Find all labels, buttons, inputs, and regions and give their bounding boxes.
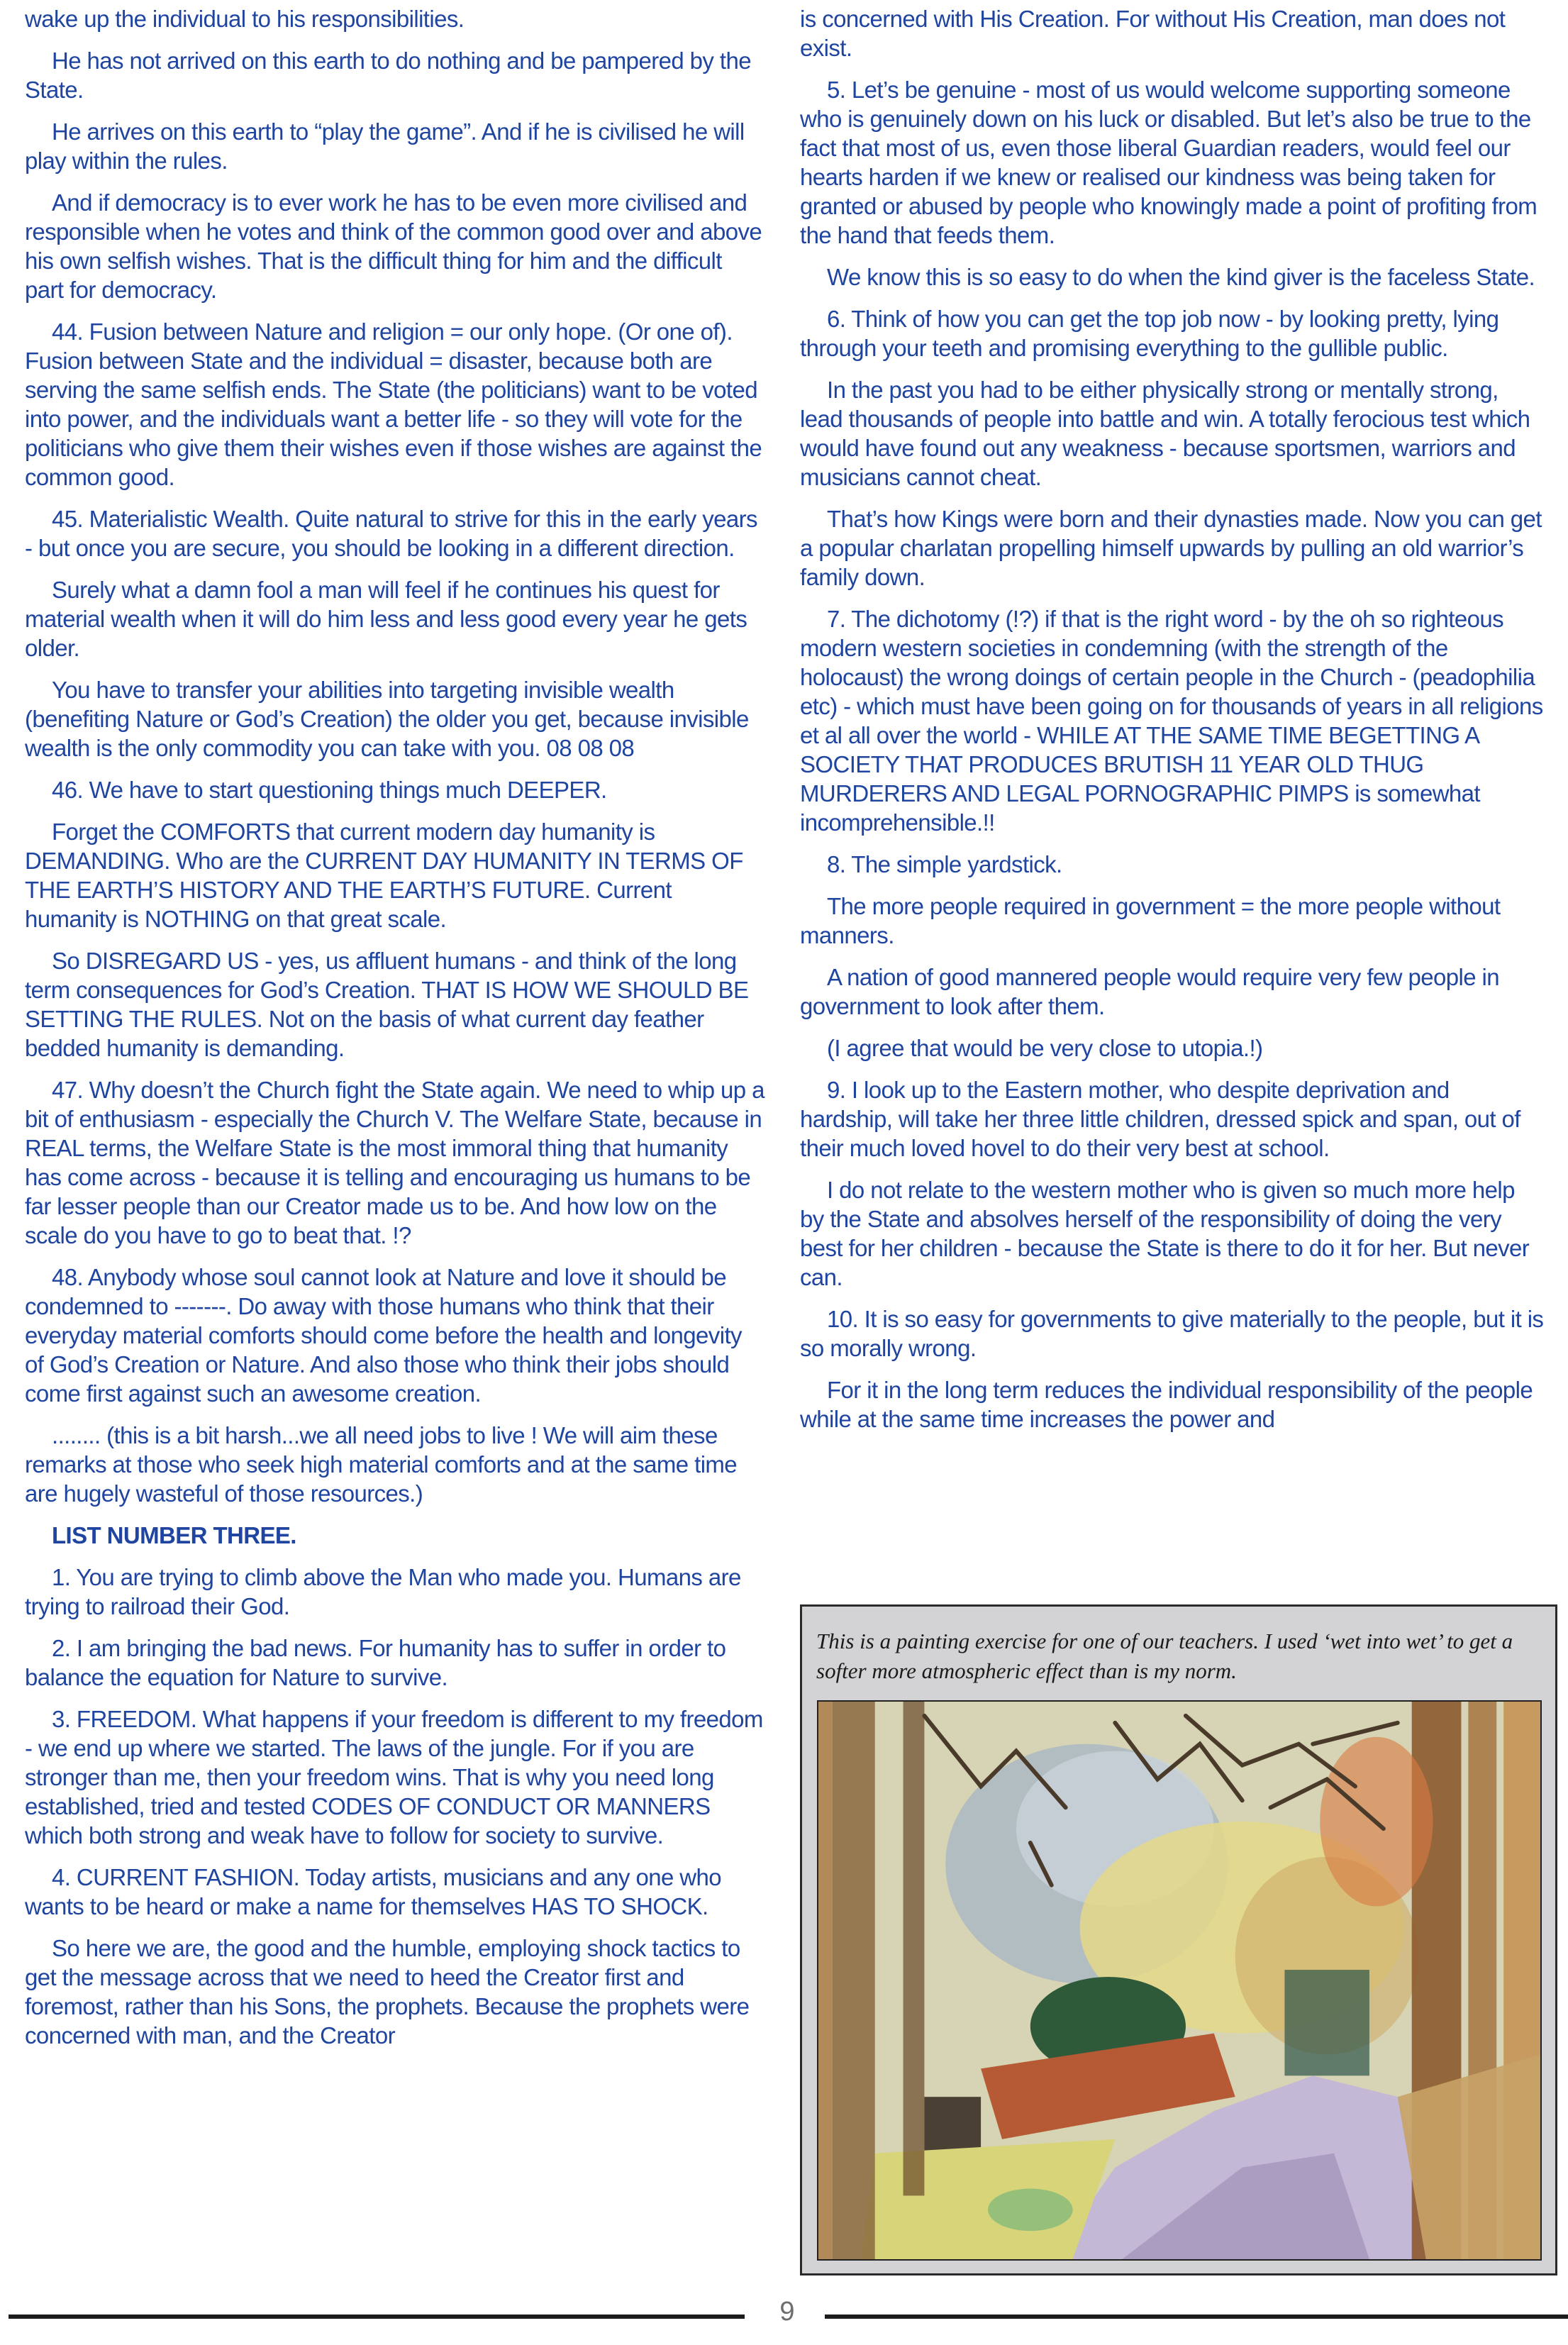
- right-column: [800, 4, 1545, 1446]
- paragraph-item-48: 48. Anybody whose soul cannot look at Nature and love it should be condemned to -------. Do away with those humans who think that their everyday material comforts should come before the health and longevity of God’s Creation or Nature. And also those who think their jobs should come first against such an awesome creation.: [25, 1264, 742, 1407]
- list-item-2: 2. I am bringing the bad news. For humanity has to suffer in order to balance the equation for Nature to survive.: [25, 1635, 726, 1690]
- paragraph: For it in the long term reduces the individual responsibility of the people while at the same time increases the power and: [800, 1377, 1533, 1432]
- figure-caption: This is a painting exercise for one of our teachers. I used ‘wet into wet’ to get a softer more atmospheric effect than is my norm.: [816, 1629, 1513, 1683]
- list-item-9: 9. I look up to the Eastern mother, who despite deprivation and hardship, will take her three little children, dressed spick and span, out of their much loved hovel to do their very best at school.: [800, 1077, 1520, 1161]
- paragraph: is concerned with His Creation. For without His Creation, man does not exist.: [800, 6, 1506, 61]
- watercolour-painting-image: [817, 1700, 1542, 2261]
- paragraph: We know this is so easy to do when the kind giver is the faceless State.: [827, 264, 1535, 290]
- page-number: 9: [779, 2297, 795, 2327]
- list-item-7: 7. The dichotomy (!?) if that is the right word - by the oh so righteous modern western societies in condemning (with the strength of the holocaust) the wrong doings of certain people in the Church - (peadophilia etc) - which must have been going on for thousands of years in all religions et al all over the world - WHILE AT THE SAME TIME BEGETTING A SOCIETY THAT PRODUCES BRUTISH 11 YEAR OLD THUG MURDERERS AND LEGAL PORNOGRAPHIC PIMPS is somewhat incomprehensible.!!: [800, 606, 1543, 836]
- paragraph: The more people required in government = the more people without manners.: [800, 893, 1501, 948]
- paragraph: wake up the individual to his responsibilities.: [25, 6, 465, 32]
- list-item-10: 10. It is so easy for governments to give materially to the people, but it is so morally wrong.: [800, 1306, 1544, 1361]
- paragraph: Surely what a damn fool a man will feel if he continues his quest for material wealth when it will do him less and less good every year he gets older.: [25, 577, 747, 661]
- list-item-8: 8. The simple yardstick.: [827, 851, 1062, 877]
- list-item-4: 4. CURRENT FASHION. Today artists, musicians and any one who wants to be heard or make a name for themselves HAS TO SHOCK.: [25, 1864, 722, 1919]
- paragraph: He has not arrived on this earth to do nothing and be pampered by the State.: [25, 48, 751, 103]
- list-item-6: 6. Think of how you can get the top job now - by looking pretty, lying through your teeth and promising everything to the gullible public.: [800, 306, 1499, 361]
- paragraph: That’s how Kings were born and their dynasties made. Now you can get a popular charlatan propelling himself upwards by pulling an old warrior’s family down.: [800, 506, 1542, 590]
- list-item-1: 1. You are trying to climb above the Man who made you. Humans are trying to railroad their God.: [25, 1564, 741, 1619]
- paragraph: In the past you had to be either physically strong or mentally strong, lead thousands of people into battle and win. A totally ferocious test which would have found out any weakness - because sportsmen, warriors and musicians cannot cheat.: [800, 377, 1530, 490]
- paragraph: He arrives on this earth to “play the game”. And if he is civilised he will play within the rules.: [25, 118, 745, 174]
- paragraph-item-45: 45. Materialistic Wealth. Quite natural to strive for this in the early years - but once you are secure, you should be looking in a different direction.: [25, 506, 757, 561]
- paragraph: So here we are, the good and the humble, employing shock tactics to get the message across that we need to heed the Creator first and foremost, rather than his Sons, the prophets. Because the prophets were concerned with man, and the Creator: [25, 1935, 750, 2049]
- paragraph-item-47: 47. Why doesn’t the Church fight the State again. We need to whip up a bit of enthusiasm - especially the Church V. The Welfare State, because in REAL terms, the Welfare State is the most immoral thing that humanity has come across - because it is telling and encouraging us humans to be far lesser people than our Creator made us to be. And how low on the scale do you have to go to beat that. !?: [25, 1077, 764, 1248]
- painting-illustration: [818, 1702, 1540, 2259]
- figure-box: [800, 1604, 1557, 2275]
- list-item-3: 3. FREEDOM. What happens if your freedom is different to my freedom - we end up where we started. The laws of the jungle. For if you are stronger than me, then your freedom wins. That is why you need long established, tried and tested CODES OF CONDUCT OR MANNERS which both strong and weak have to follow for society to survive.: [25, 1706, 763, 1848]
- footer-rule-left: [9, 2314, 745, 2319]
- paragraph: A nation of good mannered people would require very few people in government to look after them.: [800, 964, 1500, 1019]
- footer-rule-right: [825, 2314, 1568, 2319]
- paragraph-item-46: 46. We have to start questioning things much DEEPER.: [52, 777, 607, 803]
- paragraph: ........ (this is a bit harsh...we all need jobs to live ! We will aim these remarks at those who seek high material comforts and at the same time are hugely wasteful of those resources.): [25, 1422, 738, 1507]
- paragraph: So DISREGARD US - yes, us affluent humans - and think of the long term consequences for God’s Creation. THAT IS HOW WE SHOULD BE SETTING THE RULES. Not on the basis of what current day feather bedded humanity is demanding.: [25, 948, 749, 1061]
- left-column: [25, 4, 766, 2063]
- paragraph: You have to transfer your abilities into targeting invisible wealth (benefiting Nature or God’s Creation) the older you get, because invisible wealth is the only commodity you can take with you. 08 08 08: [25, 677, 749, 761]
- section-heading: LIST NUMBER THREE.: [52, 1522, 296, 1548]
- paragraph-item-44: 44. Fusion between Nature and religion = our only hope. (Or one of). Fusion between State and the individual = disaster, because both are serving the same selfish ends. The State (the politicians) want to be voted into power, and the individuals want a better life - so they will vote for the politicians who give them their wishes even if those wishes are against the common good.: [25, 318, 762, 490]
- list-item-5: 5. Let’s be genuine - most of us would welcome supporting someone who is genuinely down on his luck or disabled. But let’s also be true to the fact that most of us, even those liberal Guardian readers, would feel our hearts harden if we knew or realised our kindness was being taken for granted or abused by people who knowingly made a point of profiting from the hand that feeds them.: [800, 77, 1538, 248]
- paragraph: And if democracy is to ever work he has to be even more civilised and responsible when he votes and think of the common good over and above his own selfish wishes. That is the difficult thing for him and the difficult part for democracy.: [25, 189, 762, 303]
- paragraph: Forget the COMFORTS that current modern day humanity is DEMANDING. Who are the CURRENT DAY HUMANITY IN TERMS OF THE EARTH’S HISTORY AND THE EARTH’S FUTURE. Current humanity is NOTHING on that great scale.: [25, 819, 743, 932]
- paragraph: I do not relate to the western mother who is given so much more help by the State and absolves herself of the responsibility of doing the very best for her children - because the State is there to do it for her. But never can.: [800, 1177, 1530, 1290]
- paragraph: (I agree that would be very close to utopia.!): [827, 1035, 1263, 1061]
